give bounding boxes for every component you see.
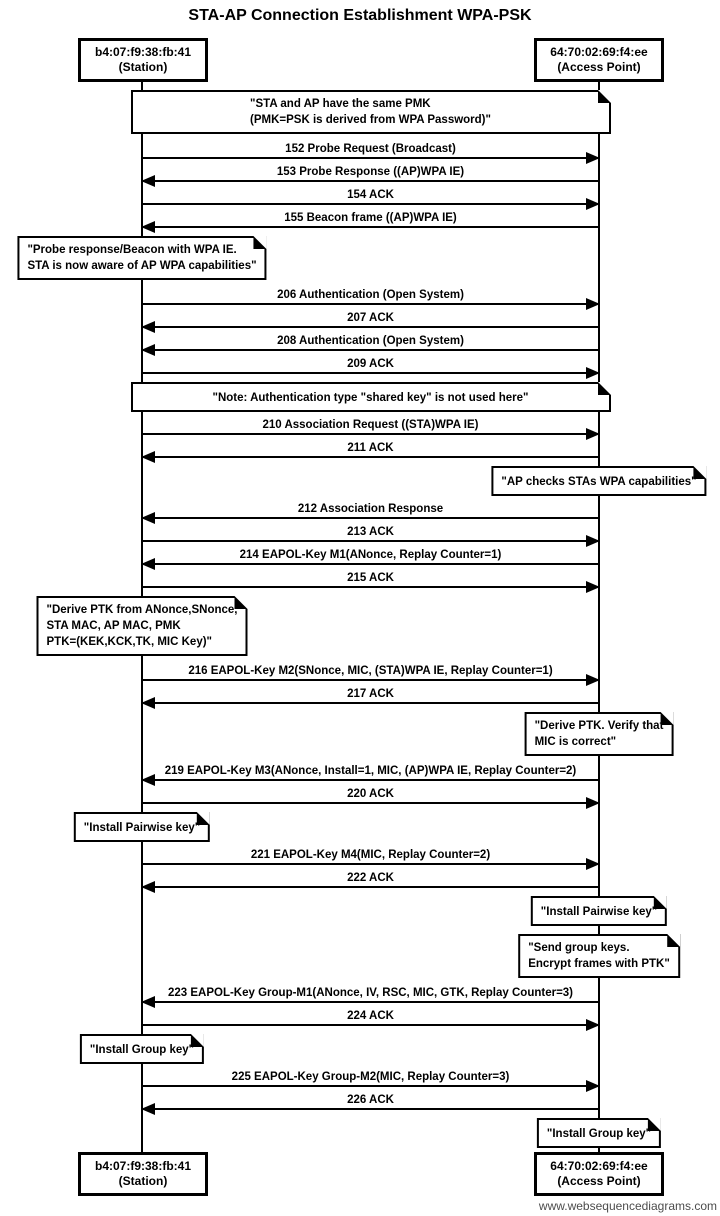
folded-corner-icon: [598, 382, 611, 395]
note-left: [80, 1034, 204, 1064]
folded-corner-icon: [235, 596, 248, 609]
message-arrow-line: [142, 1024, 599, 1026]
note-right: [518, 934, 680, 978]
note-text-line: Encrypt frames with PTK": [528, 958, 670, 970]
message-label: 208 Authentication (Open System): [277, 335, 464, 347]
note-left: [17, 236, 266, 280]
message-225: [142, 1064, 599, 1087]
note-text-line: "Derive PTK from ANonce,SNonce,: [46, 604, 238, 616]
actor-station-mac: b4:07:f9:38:fb:41: [94, 1159, 192, 1173]
note-text-line: "Install Pairwise key": [540, 906, 658, 918]
actor-station-role: (Station): [118, 60, 168, 74]
actor-ap-role: (Access Point): [557, 1174, 641, 1188]
note-text-line: "STA and AP have the same PMK: [250, 98, 431, 110]
arrowhead-left-icon: [141, 1103, 155, 1115]
note-left: [37, 596, 248, 656]
message-arrow-line: [142, 456, 599, 458]
message-label: 221 EAPOL-Key M4(MIC, Replay Counter=2): [250, 849, 491, 861]
folded-corner-icon: [654, 896, 667, 909]
note-right: [525, 712, 674, 756]
message-210: [142, 412, 599, 435]
message-label: 152 Probe Request (Broadcast): [285, 143, 456, 155]
message-label: 210 Association Request ((STA)WPA IE): [262, 419, 479, 431]
note-text: [501, 474, 696, 490]
message-152: [142, 136, 599, 159]
arrowhead-right-icon: [586, 1019, 600, 1031]
message-215: [142, 565, 599, 588]
folded-corner-icon: [648, 1118, 661, 1131]
message-label: 155 Beacon frame ((AP)WPA IE): [284, 212, 457, 224]
message-label: 206 Authentication (Open System): [277, 289, 464, 301]
watermark-url: www.websequencediagrams.com: [538, 1199, 717, 1213]
message-label: 211 ACK: [347, 442, 394, 454]
note-text-line: MIC is correct": [534, 736, 617, 748]
note-text-line: "Install Group key": [546, 1128, 652, 1140]
message-206: [142, 282, 599, 305]
message-211: [142, 435, 599, 458]
note-text-line: "Probe response/Beacon with WPA IE.: [27, 244, 237, 256]
message-209: [142, 351, 599, 374]
message-212: [142, 496, 599, 519]
arrowhead-right-icon: [586, 581, 600, 593]
message-220: [142, 781, 599, 804]
message-label: 222 ACK: [347, 872, 394, 884]
message-label: 215 ACK: [347, 572, 394, 584]
message-222: [142, 865, 599, 888]
note-right: [537, 1118, 661, 1148]
actor-box-station-top: [78, 38, 208, 82]
note-text-line: "Derive PTK. Verify that: [534, 720, 664, 732]
message-arrow-line: [142, 886, 599, 888]
note-text-line: (PMK=PSK is derived from WPA Password)": [250, 114, 491, 126]
message-arrow-line: [142, 1108, 599, 1110]
message-223: [142, 980, 599, 1003]
note-text: [547, 1126, 651, 1142]
note-left: [74, 812, 210, 842]
note-text: [84, 820, 200, 836]
note-text: [250, 96, 491, 128]
message-label: 225 EAPOL-Key Group-M2(MIC, Replay Counter=3): [231, 1071, 510, 1083]
folded-corner-icon: [598, 90, 611, 103]
message-226: [142, 1087, 599, 1110]
arrowhead-right-icon: [586, 367, 600, 379]
message-217: [142, 681, 599, 704]
message-label: 154 ACK: [347, 189, 394, 201]
arrowhead-left-icon: [141, 221, 155, 233]
arrowhead-left-icon: [141, 881, 155, 893]
note-text-line: STA is now aware of AP WPA capabilities": [27, 260, 257, 272]
message-arrow-line: [142, 372, 599, 374]
message-221: [142, 842, 599, 865]
note-text: [213, 390, 529, 406]
message-label: 224 ACK: [347, 1010, 394, 1022]
diagram-title: STA-AP Connection Establishment WPA-PSK: [188, 7, 532, 24]
note-text-line: "Install Group key": [89, 1044, 195, 1056]
arrowhead-left-icon: [141, 451, 155, 463]
message-154: [142, 182, 599, 205]
note-right: [531, 896, 667, 926]
actor-box-access-point-bottom: [534, 1152, 664, 1196]
arrowhead-right-icon: [586, 797, 600, 809]
folded-corner-icon: [660, 712, 673, 725]
message-arrow-line: [142, 702, 599, 704]
message-label: 153 Probe Response ((AP)WPA IE): [276, 166, 465, 178]
note-span: [131, 90, 611, 134]
actor-box-station-bottom: [78, 1152, 208, 1196]
message-label: 223 EAPOL-Key Group-M1(ANonce, IV, RSC, MIC, GTK, Replay Counter=3): [167, 987, 574, 999]
message-label: 209 ACK: [347, 358, 394, 370]
folded-corner-icon: [254, 236, 267, 249]
note-text-line: "Send group keys.: [528, 942, 630, 954]
message-224: [142, 1003, 599, 1026]
message-213: [142, 519, 599, 542]
note-text-line: "AP checks STAs WPA capabilities": [501, 476, 697, 488]
note-text-line: "Note: Authentication type "shared key" is not used here": [212, 392, 529, 404]
note-span: [131, 382, 611, 412]
message-arrow-line: [142, 226, 599, 228]
folded-corner-icon: [191, 1034, 204, 1047]
message-label: 226 ACK: [347, 1094, 394, 1106]
actor-box-access-point-top: [534, 38, 664, 82]
message-155: [142, 205, 599, 228]
note-text: [535, 718, 664, 750]
folded-corner-icon: [694, 466, 707, 479]
note-text: [528, 940, 670, 972]
note-text-line: PTK=(KEK,KCK,TK, MIC Key)": [46, 636, 213, 648]
message-153: [142, 159, 599, 182]
note-text: [90, 1042, 194, 1058]
message-arrow-line: [142, 586, 599, 588]
actor-ap-role: (Access Point): [557, 60, 641, 74]
folded-corner-icon: [667, 934, 680, 947]
message-label: 213 ACK: [347, 526, 394, 538]
note-right: [491, 466, 706, 496]
message-label: 217 ACK: [347, 688, 394, 700]
note-text: [47, 602, 238, 650]
folded-corner-icon: [197, 812, 210, 825]
actor-ap-mac: 64:70:02:69:f4:ee: [550, 45, 648, 59]
note-text-line: STA MAC, AP MAC, PMK: [46, 620, 181, 632]
arrowhead-left-icon: [141, 697, 155, 709]
message-216: [142, 658, 599, 681]
message-label: 220 ACK: [347, 788, 394, 800]
message-label: 219 EAPOL-Key M3(ANonce, Install=1, MIC, (AP)WPA IE, Replay Counter=2): [164, 765, 577, 777]
message-219: [142, 758, 599, 781]
note-text: [27, 242, 256, 274]
message-label: 212 Association Response: [297, 503, 444, 515]
actor-station-role: (Station): [118, 1174, 168, 1188]
message-arrow-line: [142, 802, 599, 804]
note-text: [541, 904, 657, 920]
actor-ap-mac: 64:70:02:69:f4:ee: [550, 1159, 648, 1173]
message-label: 216 EAPOL-Key M2(SNonce, MIC, (STA)WPA IE, Replay Counter=1): [188, 665, 553, 677]
message-208: [142, 328, 599, 351]
note-text-line: "Install Pairwise key": [83, 822, 201, 834]
message-214: [142, 542, 599, 565]
message-label: 207 ACK: [347, 312, 394, 324]
message-207: [142, 305, 599, 328]
message-label: 214 EAPOL-Key M1(ANonce, Replay Counter=1): [239, 549, 502, 561]
actor-station-mac: b4:07:f9:38:fb:41: [94, 45, 192, 59]
